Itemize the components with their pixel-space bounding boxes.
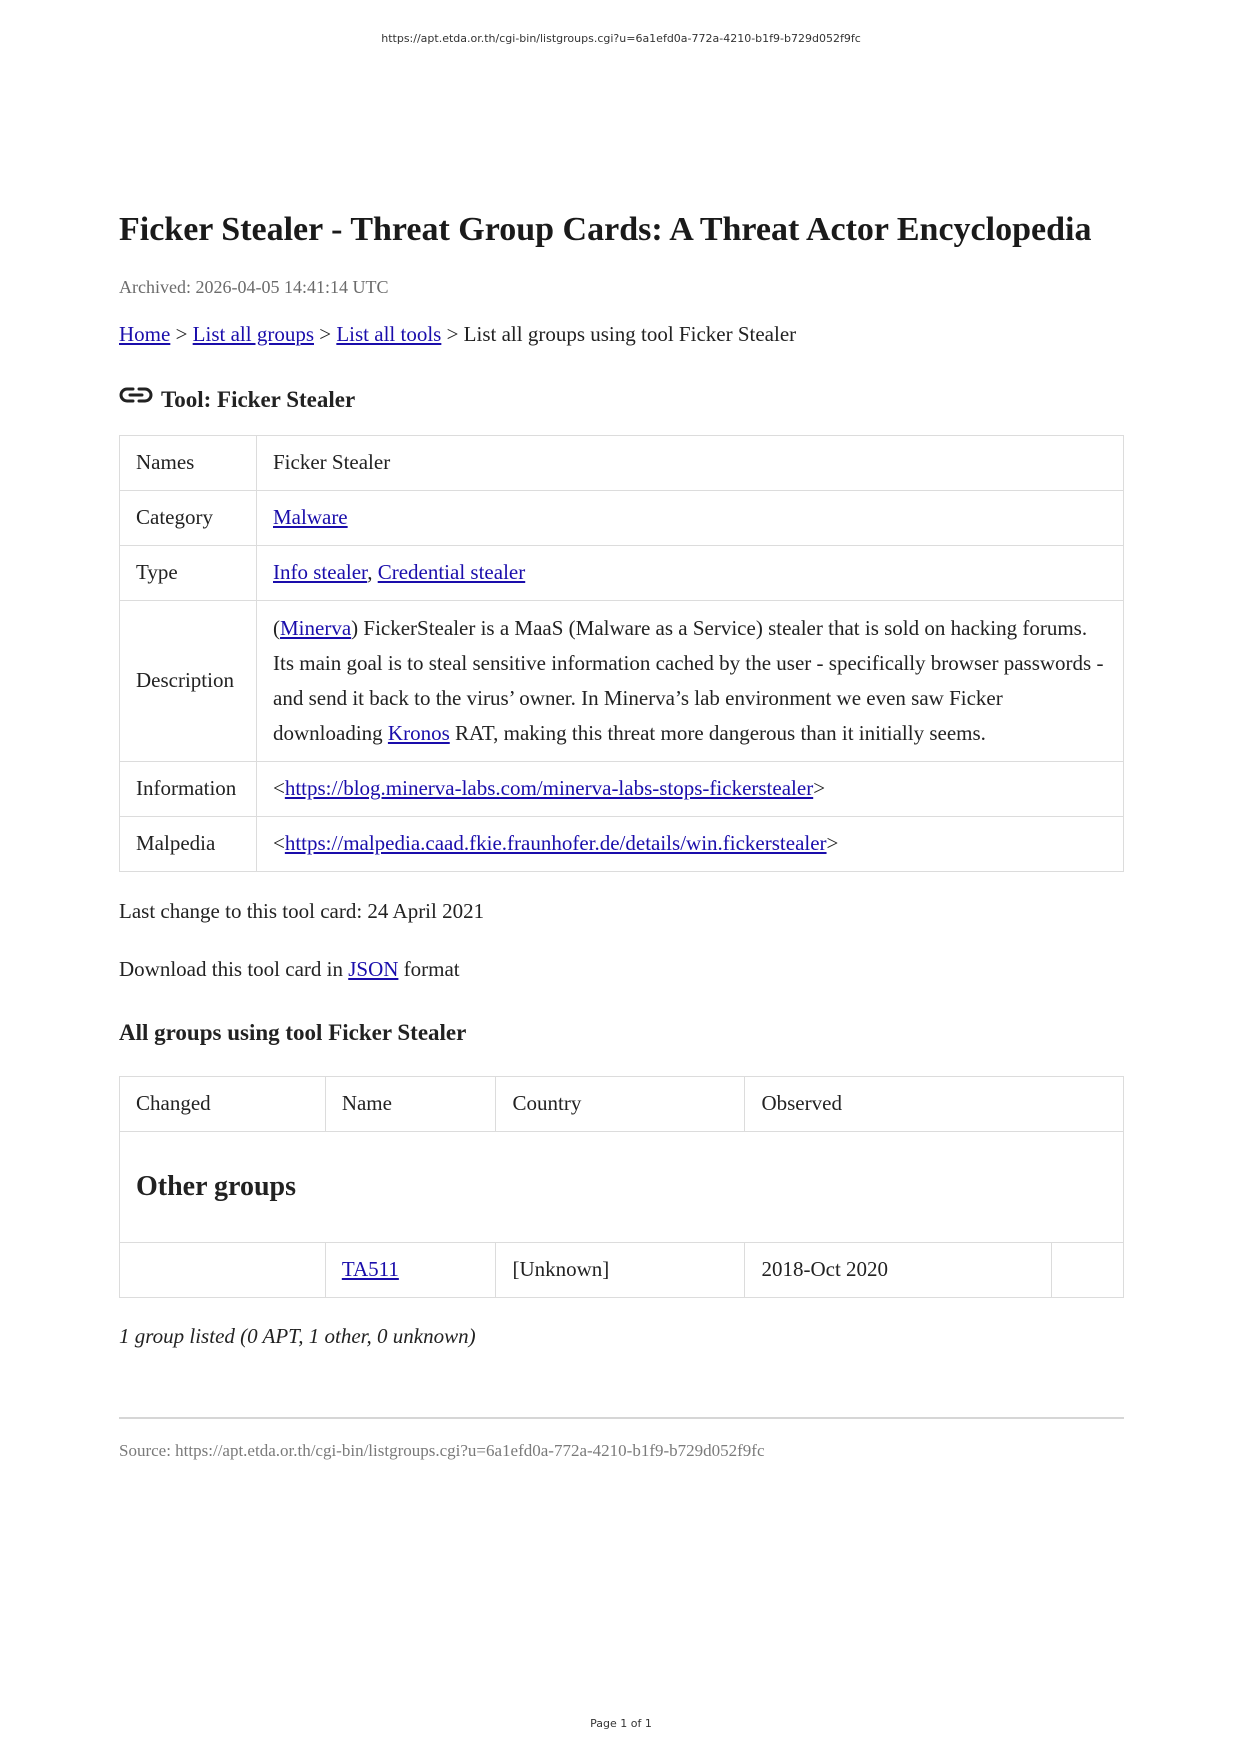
breadcrumb-tools-link[interactable]: List all tools [336, 321, 442, 346]
malpedia-link[interactable]: https://malpedia.caad.fkie.fraunhofer.de/details/win.fickerstealer [284, 831, 827, 856]
row-key-description: Description [120, 600, 257, 761]
footer-divider [119, 1417, 1124, 1419]
column-header-observed: Observed [745, 1076, 1124, 1131]
groups-table [119, 1076, 1124, 1298]
table-row [120, 761, 1124, 816]
row-key-names: Names [120, 435, 257, 490]
column-header-country: Country [496, 1076, 745, 1131]
breadcrumb-home-link[interactable]: Home [119, 321, 171, 346]
groups-heading: All groups using tool Ficker Stealer [119, 1019, 467, 1045]
json-download-link[interactable]: JSON [348, 956, 399, 981]
main-content [119, 210, 1124, 1461]
cell-changed [120, 1242, 326, 1297]
groups-summary: 1 group listed (0 APT, 1 other, 0 unknown) [119, 1323, 476, 1348]
cell-name [325, 1242, 496, 1297]
cell-country: [Unknown] [496, 1242, 745, 1297]
table-row [120, 545, 1124, 600]
row-value-type [257, 545, 1124, 600]
row-key-information: Information [120, 761, 257, 816]
table-row [120, 435, 1124, 490]
section-row [120, 1131, 1124, 1242]
link-icon [119, 385, 153, 405]
description-open-paren: ( [273, 615, 280, 640]
tool-heading: Tool: Ficker Stealer [161, 386, 356, 412]
last-change-text: Last change to this tool card: 24 April 2021 [119, 898, 485, 923]
description-kronos-link[interactable]: Kronos [387, 720, 450, 745]
description-text: ) FickerStealer is a MaaS (Malware as a Service) stealer that is sold on hacking forums. Its main goal is to steal sensitive information cached by the user - specifically browser passwords - and send it back to the virus’ owner. In Minerva’s lab environment we even saw Ficker downloading [273, 615, 1104, 745]
category-malware-link[interactable]: Malware [273, 505, 348, 530]
table-row [120, 816, 1124, 871]
row-key-malpedia: Malpedia [120, 816, 257, 871]
breadcrumb-separator: > [314, 321, 337, 346]
tool-header [119, 379, 1124, 412]
download-text [119, 957, 1124, 982]
angle-open: < [273, 776, 285, 801]
description-source-link[interactable]: Minerva [280, 615, 352, 640]
tool-info-table [119, 435, 1124, 872]
table-row [120, 1242, 1124, 1297]
row-key-type: Type [120, 545, 257, 600]
table-header-row [120, 1076, 1124, 1131]
row-value-names: Ficker Stealer [257, 435, 1124, 490]
page-title: Ficker Stealer - Threat Group Cards: A Threat Actor Encyclopedia [119, 211, 1092, 248]
row-value-description [257, 600, 1124, 761]
breadcrumb-groups-link[interactable]: List all groups [192, 321, 314, 346]
cell-empty [1051, 1242, 1123, 1297]
information-link[interactable]: https://blog.minerva-labs.com/minerva-labs-stops-fickerstealer [284, 776, 814, 801]
angle-close: > [826, 831, 839, 856]
group-ta511-link[interactable]: TA511 [341, 1257, 399, 1282]
angle-open: < [273, 831, 285, 856]
breadcrumb [119, 322, 1124, 347]
breadcrumb-separator: > [170, 321, 193, 346]
column-header-changed: Changed [120, 1076, 326, 1131]
type-credential-stealer-link[interactable]: Credential stealer [377, 560, 526, 585]
type-separator: , [367, 560, 378, 585]
column-header-name: Name [325, 1076, 496, 1131]
row-value-category [257, 490, 1124, 545]
row-key-category: Category [120, 490, 257, 545]
row-value-malpedia [257, 816, 1124, 871]
source-url: Source: https://apt.etda.or.th/cgi-bin/listgroups.cgi?u=6a1efd0a-772a-4210-b1f9-b729d052f9fc [119, 1440, 765, 1460]
cell-observed: 2018-Oct 2020 [745, 1242, 1051, 1297]
row-value-information [257, 761, 1124, 816]
table-row [120, 600, 1124, 761]
section-cell [120, 1131, 1124, 1242]
download-suffix: format [398, 956, 460, 981]
section-heading-other-groups: Other groups [136, 1170, 296, 1202]
download-prefix: Download this tool card in [119, 956, 349, 981]
description-text-end: RAT, making this threat more dangerous than it initially seems. [449, 720, 986, 745]
page-number: Page 1 of 1 [590, 1717, 652, 1730]
angle-close: > [813, 776, 826, 801]
print-header-url: https://apt.etda.or.th/cgi-bin/listgroups.cgi?u=6a1efd0a-772a-4210-b1f9-b729d052f9fc [381, 32, 861, 45]
breadcrumb-current: > List all groups using tool Ficker Stealer [441, 321, 797, 346]
type-info-stealer-link[interactable]: Info stealer [273, 560, 368, 585]
archived-timestamp: Archived: 2026-04-05 14:41:14 UTC [119, 276, 389, 297]
table-row [120, 490, 1124, 545]
